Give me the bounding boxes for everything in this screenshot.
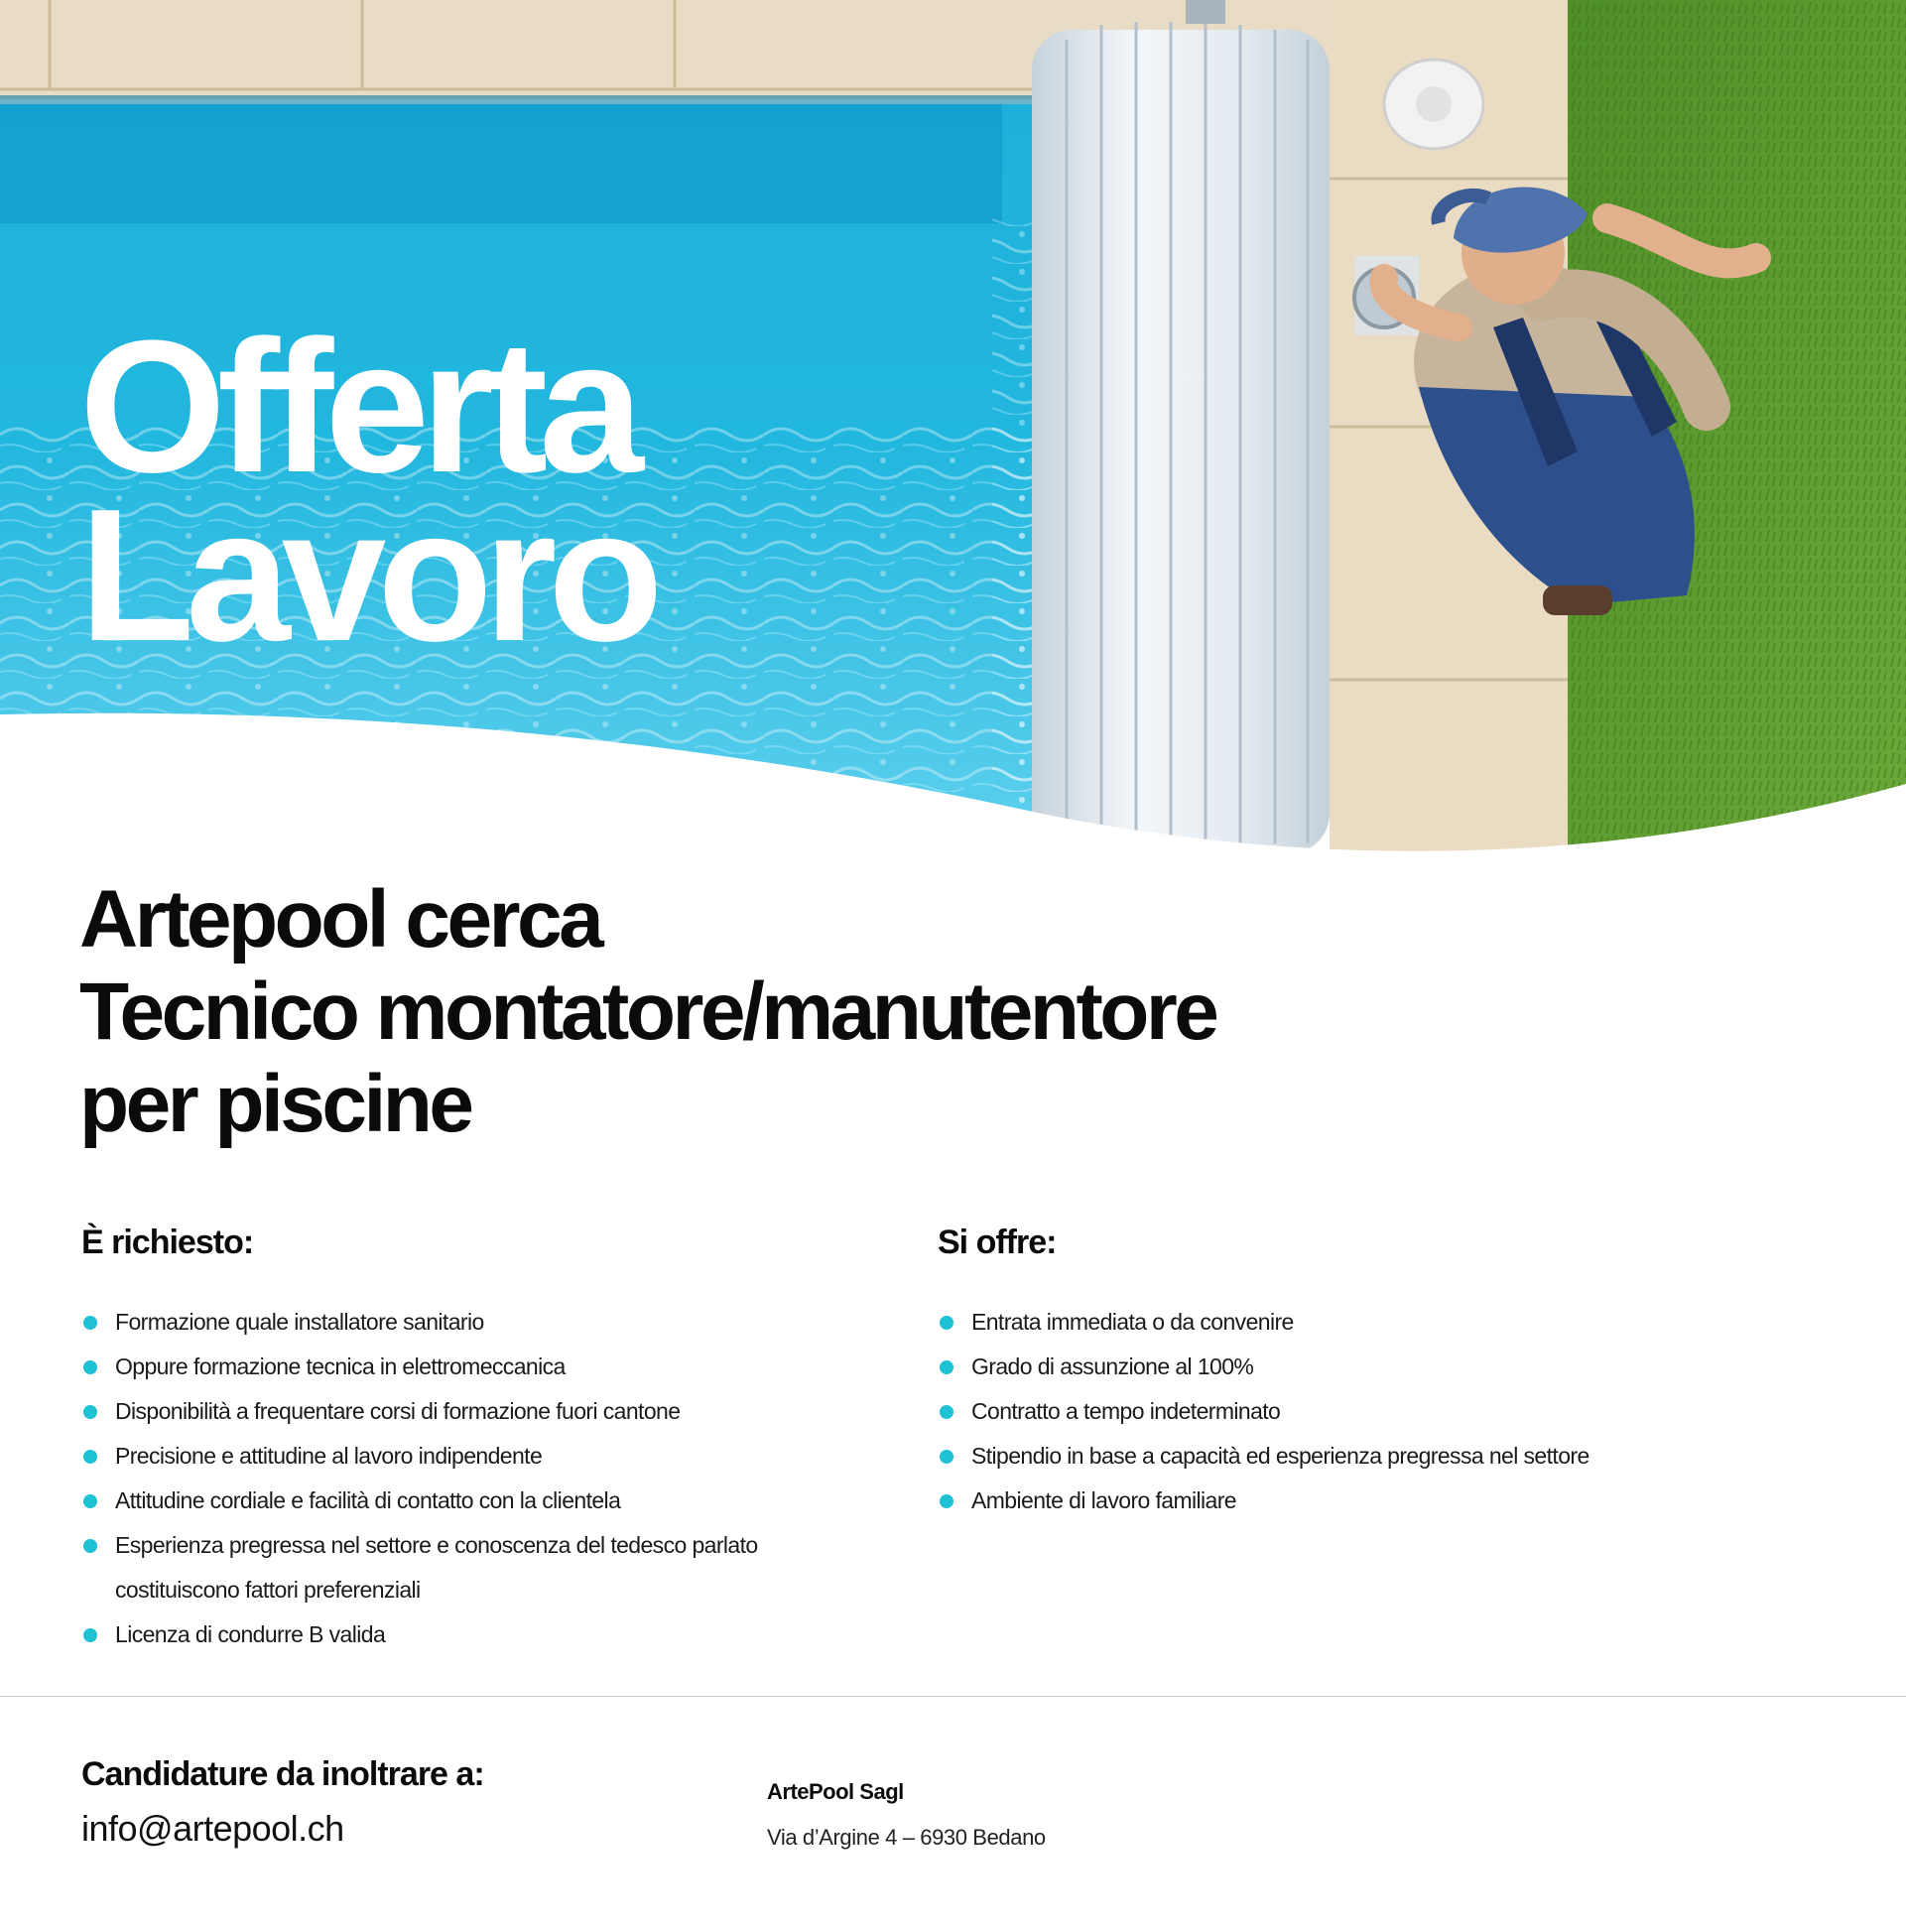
list-item-text: Esperienza pregressa nel settore e conoscenza del tedesco parlato costituiscono fattori preferenziali [115,1532,758,1603]
list-item [81,1300,875,1345]
company-address: Via d’Argine 4 – 6930 Bedano [767,1825,1046,1850]
list-item-text: Precisione e attitudine al lavoro indipendente [115,1443,543,1469]
bullet-dot-icon [940,1405,953,1419]
hero-title-line2: Lavoro [79,470,655,681]
headline-line2: Tecnico montatore/manutentore [79,966,1216,1057]
headline-line3: per piscine [79,1059,471,1149]
list-item [81,1434,875,1479]
hero-title-line1: Offerta [79,302,635,512]
requirements-title: È richiesto: [81,1224,254,1261]
list-item [938,1389,1831,1434]
list-item-text: Formazione quale installatore sanitario [115,1309,484,1335]
list-item-text: Disponibilità a frequentare corsi di formazione fuori cantone [115,1398,681,1424]
offer-title: Si offre: [938,1224,1057,1261]
list-item [81,1523,854,1612]
requirements-list [81,1300,875,1657]
apply-title: Candidature da inoltrare a: [81,1755,484,1793]
job-headline [79,873,1215,1150]
requirements-section [81,1223,875,1657]
list-item-text: Stipendio in base a capacità ed esperienza pregressa nel settore [971,1443,1589,1469]
list-item-text: Grado di assunzione al 100% [971,1353,1254,1379]
list-item-text: Licenza di condurre B valida [115,1621,386,1647]
apply-email-link[interactable]: info@artepool.ch [81,1808,344,1849]
list-item [81,1479,875,1523]
list-item [938,1479,1831,1523]
bullet-dot-icon [940,1360,953,1374]
list-item-text: Contratto a tempo indeterminato [971,1398,1281,1424]
list-item [938,1434,1831,1479]
footer-divider [0,1696,1906,1697]
bullet-dot-icon [940,1316,953,1330]
list-item [81,1389,875,1434]
hero-title [79,302,655,681]
bullet-dot-icon [940,1494,953,1508]
list-item-text: Oppure formazione tecnica in elettromeccanica [115,1353,566,1379]
headline-line1: Artepool cerca [79,874,601,965]
list-item [81,1345,875,1389]
list-item-text: Entrata immediata o da convenire [971,1309,1294,1335]
company-name: ArtePool Sagl [767,1779,904,1804]
bullet-dot-icon [83,1360,97,1374]
list-item [938,1300,1831,1345]
list-item-text: Ambiente di lavoro familiare [971,1487,1236,1513]
bullet-dot-icon [83,1450,97,1464]
list-item-text: Attitudine cordiale e facilità di contatto con la clientela [115,1487,621,1513]
bullet-dot-icon [83,1405,97,1419]
list-item [81,1612,875,1657]
bullet-dot-icon [83,1316,97,1330]
offer-section [938,1223,1831,1523]
bullet-dot-icon [83,1494,97,1508]
bullet-dot-icon [83,1628,97,1642]
hero-banner [0,0,1906,853]
offer-list [938,1300,1831,1523]
bullet-dot-icon [83,1539,97,1553]
list-item [938,1345,1831,1389]
bullet-dot-icon [940,1450,953,1464]
